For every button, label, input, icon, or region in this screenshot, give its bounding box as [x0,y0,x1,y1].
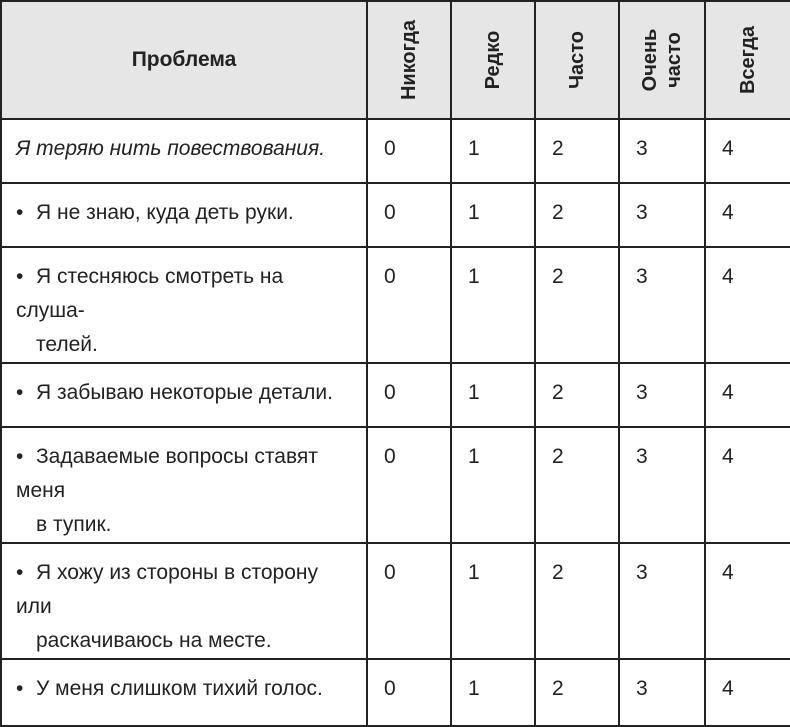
bullet: • [16,381,24,404]
column-header-always [705,1,790,119]
problem-cell [1,183,367,247]
problem-cell [1,659,367,726]
problem-text: Я теряю нить повествования. [16,137,326,160]
value-often: 2 [535,543,619,659]
value-never: 0 [367,247,451,363]
problem-cell [1,543,367,659]
problem-text: Я стесняюсь смотреть на слуша- [16,265,284,322]
header-very-often-line2: часто [663,32,685,88]
problem-text: Я не знаю, куда деть руки. [36,201,294,224]
value-rarely: 1 [451,119,535,183]
value-never: 0 [367,119,451,183]
value-often: 2 [535,427,619,543]
value-rarely: 1 [451,247,535,363]
table-row [1,183,790,247]
value-rarely: 1 [451,427,535,543]
problem-cell [1,427,367,543]
problem-cell [1,119,367,183]
problem-text: Я хожу из стороны в сторону или [16,561,318,618]
bullet: • [16,265,24,288]
bullet: • [16,201,24,224]
column-header-problem: Проблема [1,1,367,119]
table-row [1,119,790,183]
value-often: 2 [535,183,619,247]
value-often: 2 [535,659,619,726]
header-very-often-line1: Очень [639,28,661,92]
value-often: 2 [535,119,619,183]
column-header-often [535,1,619,119]
header-rarely-label: Редко [482,30,504,90]
problem-cell [1,247,367,363]
value-often: 2 [535,363,619,427]
value-never: 0 [367,543,451,659]
table-row [1,247,790,363]
bullet: • [16,445,24,468]
value-always: 4 [705,183,790,247]
value-very-often: 3 [619,183,705,247]
table-row [1,427,790,543]
column-header-rarely [451,1,535,119]
value-very-often: 3 [619,247,705,363]
value-very-often: 3 [619,543,705,659]
value-never: 0 [367,363,451,427]
bullet: • [16,561,24,584]
column-header-never [367,1,451,119]
value-always: 4 [705,427,790,543]
value-never: 0 [367,659,451,726]
bullet: • [16,677,24,700]
value-never: 0 [367,183,451,247]
problem-text-line2: телей. [36,333,98,356]
problem-cell [1,363,367,427]
header-always-label: Всегда [737,25,759,95]
table-row [1,659,790,726]
value-rarely: 1 [451,183,535,247]
header-often-label: Часто [566,30,588,90]
value-always: 4 [705,543,790,659]
value-never: 0 [367,427,451,543]
problem-text: Задаваемые вопросы ставят меня [16,445,318,502]
value-always: 4 [705,363,790,427]
header-never-label: Никогда [398,19,420,101]
header-row [1,1,790,119]
value-always: 4 [705,119,790,183]
value-very-often: 3 [619,427,705,543]
value-always: 4 [705,247,790,363]
value-always: 4 [705,659,790,726]
problem-text-line2: в тупик. [36,513,112,536]
value-rarely: 1 [451,659,535,726]
problem-text-line2: раскачиваюсь на месте. [36,629,272,652]
table-row [1,543,790,659]
table-row [1,363,790,427]
value-often: 2 [535,247,619,363]
value-very-often: 3 [619,659,705,726]
value-rarely: 1 [451,543,535,659]
value-very-often: 3 [619,363,705,427]
value-rarely: 1 [451,363,535,427]
column-header-very-often [619,1,705,119]
problem-text: У меня слишком тихий голос. [36,677,323,700]
value-very-often: 3 [619,119,705,183]
problem-text: Я забываю некоторые детали. [36,381,333,404]
